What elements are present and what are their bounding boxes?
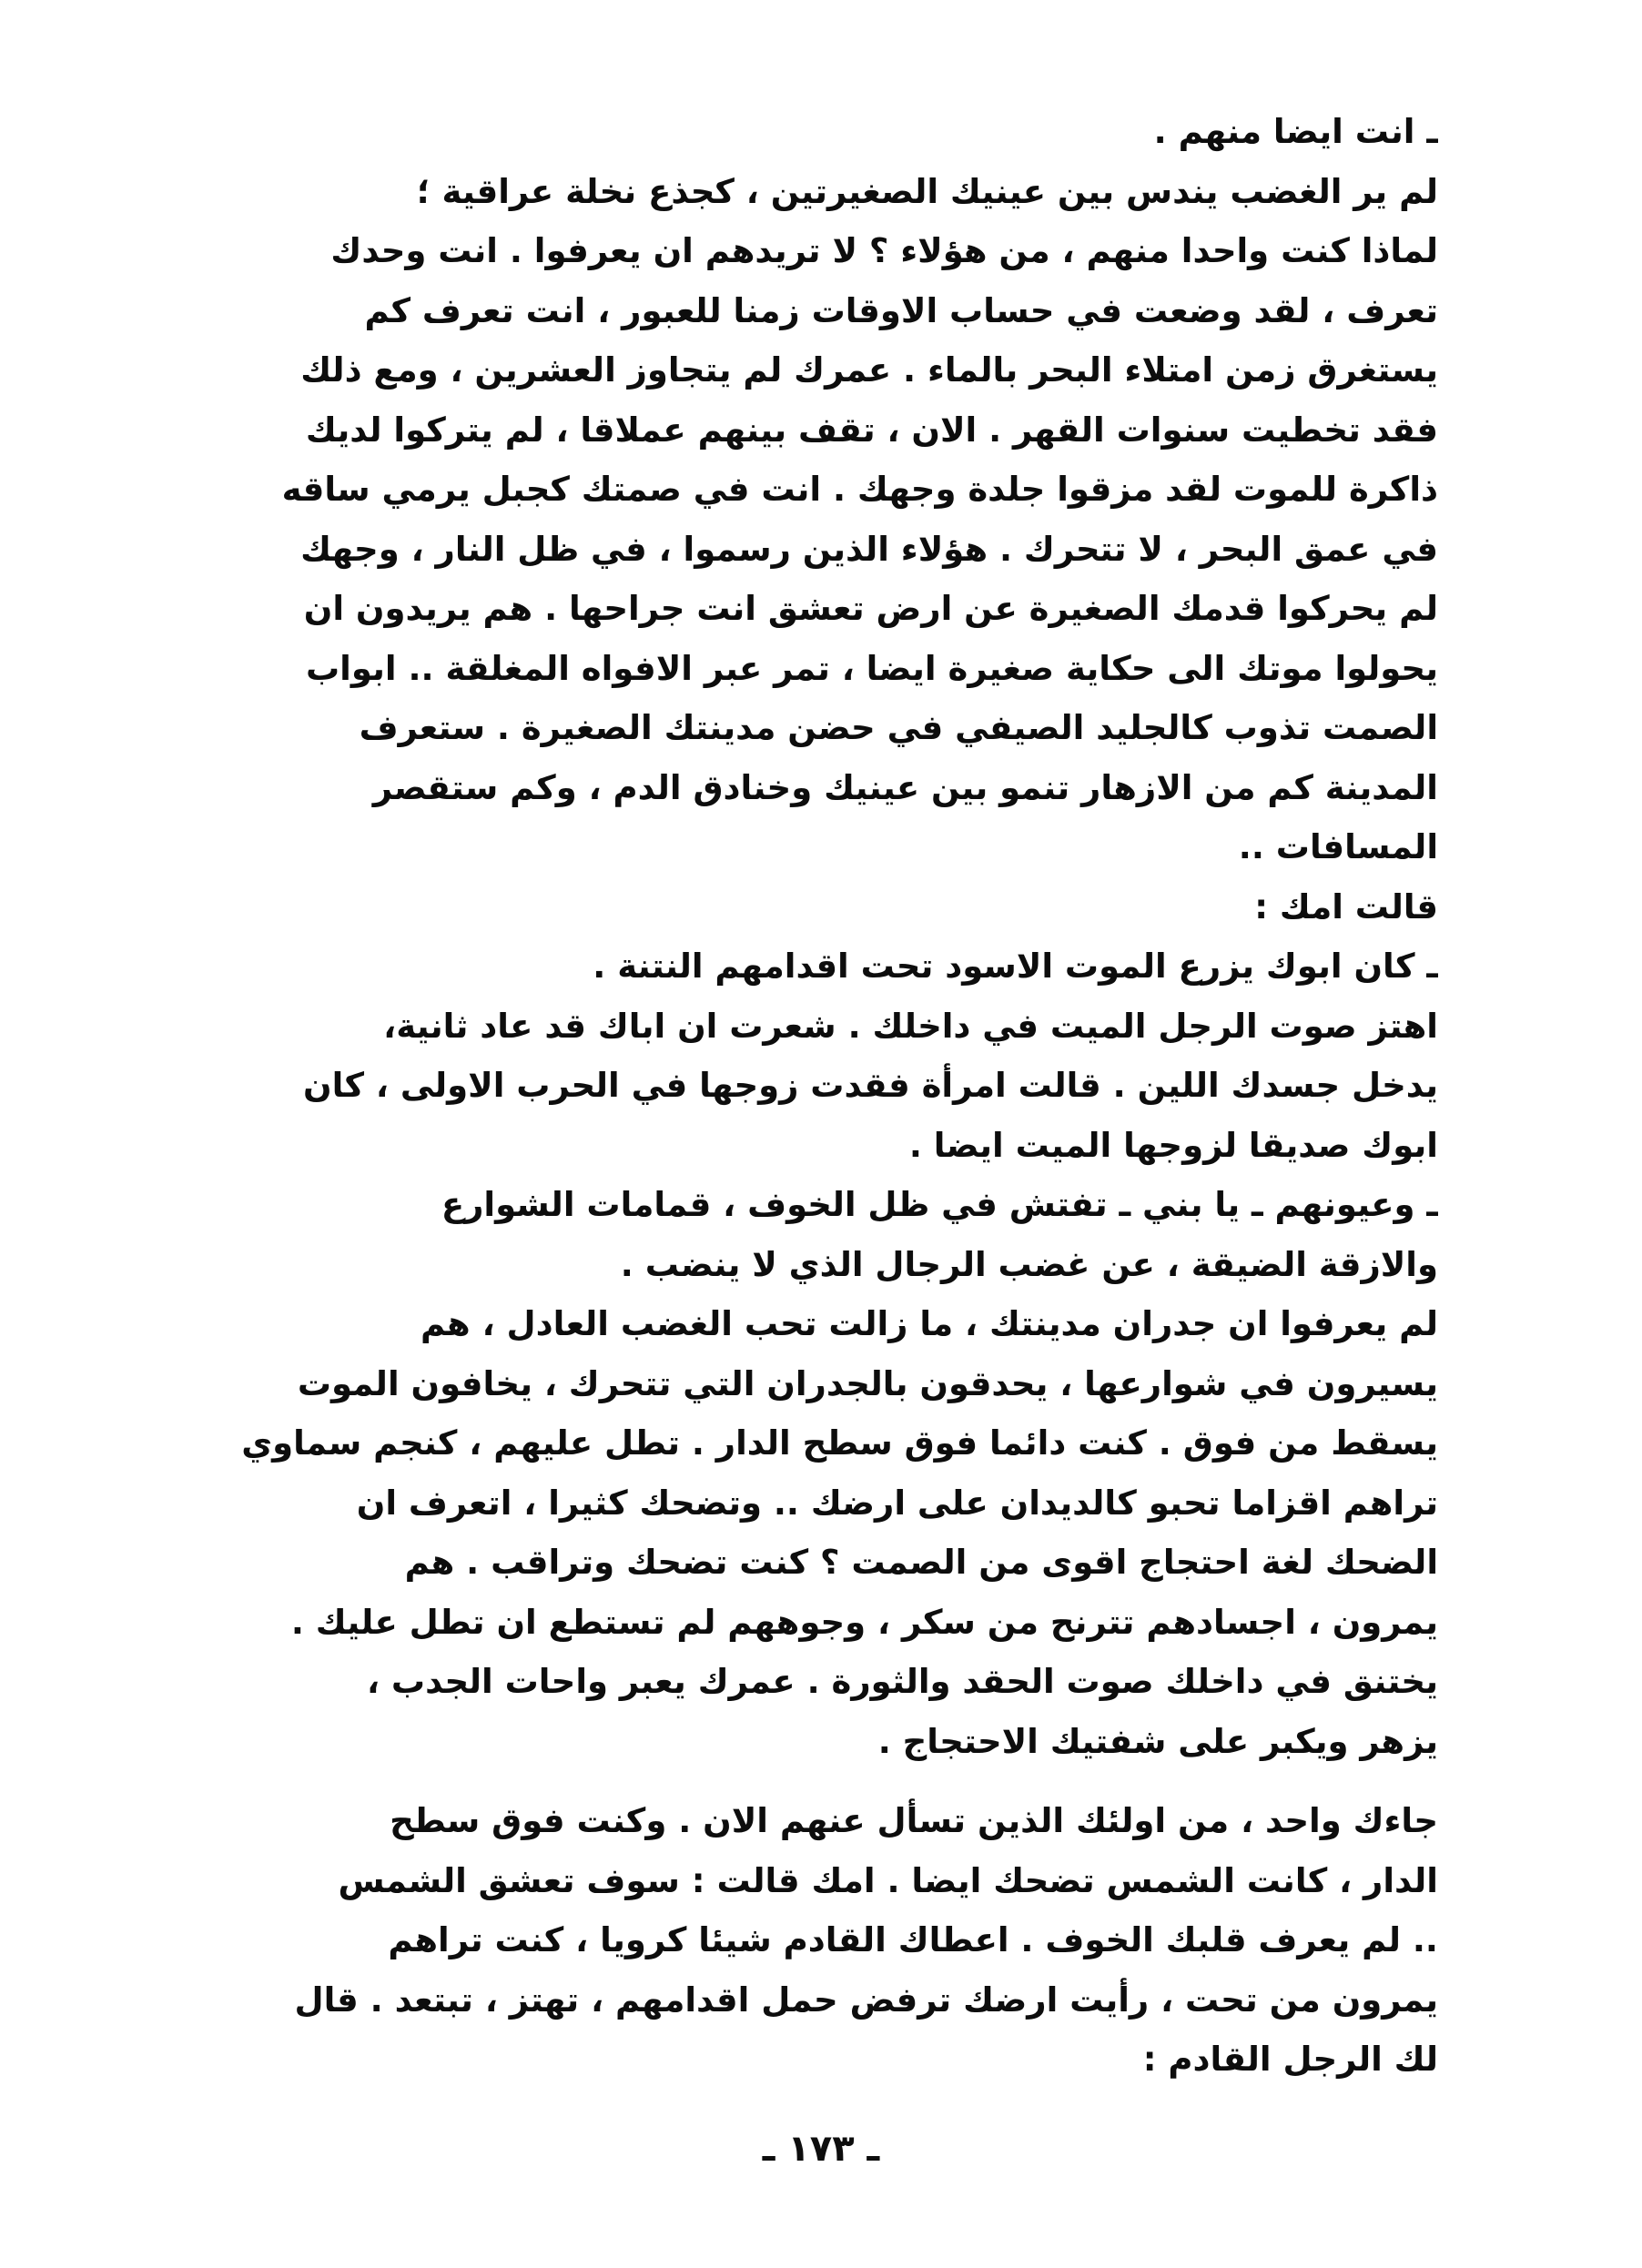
text-line: ذاكرة للموت لقد مزقوا جلدة وجهك . انت في صمتك كجبل يرمي ساقه	[281, 470, 1438, 509]
text-line: جاءك واحد ، من اولئك الذين تسأل عنهم الان . وكنت فوق سطح	[390, 1801, 1438, 1840]
text-line: اهتز صوت الرجل الميت في داخلك . شعرت ان اباك قد عاد ثانية،	[383, 1006, 1438, 1046]
text-line: في عمق البحر ، لا تتحرك . هؤلاء الذين رسموا ، في ظل النار ، وجهك	[300, 529, 1438, 569]
text-line: المدينة كم من الازهار تنمو بين عينيك وخنادق الدم ، وكم ستقصر	[372, 767, 1438, 807]
text-line: ابوك صديقا لزوجها الميت ايضا .	[908, 1125, 1438, 1165]
page-number: ـ ١٧٣ ـ	[762, 2128, 880, 2170]
text-line: .. لم يعرف قلبك الخوف . اعطاك القادم شيئا كرويا ، كنت تراهم	[388, 1920, 1438, 1959]
text-line: الدار ، كانت الشمس تضحك ايضا . امك قالت : سوف تعشق الشمس	[338, 1860, 1438, 1900]
text-line: ـ كان ابوك يزرع الموت الاسود تحت اقدامهم النتنة .	[593, 947, 1438, 986]
text-line: لم ير الغضب يندس بين عينيك الصغيرتين ، كجذع نخلة عراقية ؛	[416, 171, 1438, 211]
paragraph-group-2	[209, 1791, 1438, 2090]
text-line: يستغرق زمن امتلاء البحر بالماء . عمرك لم يتجاوز العشرين ، ومع ذلك	[300, 350, 1438, 390]
text-line: يمرون من تحت ، رأيت ارضك ترفض حمل اقدامهم ، تهتز ، تبتعد . قال	[294, 1979, 1438, 2020]
text-line: يزهر ويكبر على شفتيك الاحتجاج .	[877, 1721, 1438, 1761]
text-line: فقد تخطيت سنوات القهر . الان ، تقف بينهم عملاقا ، لم يتركوا لديك	[305, 410, 1438, 450]
text-line: لم يحركوا قدمك الصغيرة عن ارض تعشق انت جراحها . هم يريدون ان	[303, 589, 1438, 628]
text-line: والازقة الضيقة ، عن غضب الرجال الذي لا ينضب .	[620, 1244, 1438, 1284]
body-text	[209, 102, 1438, 2090]
text-line: ـ انت ايضا منهم .	[1153, 112, 1438, 151]
text-line: يحولوا موتك الى حكاية صغيرة ايضا ، تمر عبر الافواه المغلقة .. ابواب	[305, 648, 1438, 688]
text-line: يمرون ، اجسادهم تترنح من سكر ، وجوههم لم تستطع ان تطل عليك .	[290, 1602, 1438, 1642]
text-line: الضحك لغة احتجاج اقوى من الصمت ؟ كنت تضحك وتراقب . هم	[404, 1543, 1438, 1582]
text-line: لماذا كنت واحدا منهم ، من هؤلاء ؟ لا تريدهم ان يعرفوا . انت وحدك	[330, 231, 1438, 270]
text-line: الصمت تذوب كالجليد الصيفي في حضن مدينتك الصغيرة . ستعرف	[359, 708, 1438, 747]
text-line: لم يعرفوا ان جدران مدينتك ، ما زالت تحب الغضب العادل ، هم	[421, 1304, 1438, 1343]
text-line: يسقط من فوق . كنت دائما فوق سطح الدار . تطل عليهم ، كنجم سماوي	[241, 1423, 1438, 1463]
text-line: تعرف ، لقد وضعت في حساب الاوقات زمنا للعبور ، انت تعرف كم	[364, 290, 1438, 330]
text-line: المسافات ..	[1238, 827, 1438, 866]
text-line: ـ وعيونهم ـ يا بني ـ تفتش في ظل الخوف ، قمامات الشوارع	[441, 1185, 1438, 1224]
text-line: يسيرون في شوارعها ، يحدقون بالجدران التي تتحرك ، يخافون الموت	[297, 1363, 1438, 1403]
text-line: يدخل جسدك اللين . قالت امرأة فقدت زوجها في الحرب الاولى ، كان	[303, 1066, 1438, 1105]
text-line: قالت امك :	[1254, 886, 1438, 926]
text-line: تراهم اقزاما تحبو كالديدان على ارضك .. وتضحك كثيرا ، اتعرف ان	[356, 1483, 1438, 1523]
paragraph-group-1	[209, 102, 1438, 1771]
text-line: لك الرجل القادم :	[1142, 2040, 1438, 2079]
text-line: يختنق في داخلك صوت الحقد والثورة . عمرك يعبر واحات الجدب ،	[367, 1662, 1438, 1701]
paragraph-gap	[209, 1771, 1438, 1791]
